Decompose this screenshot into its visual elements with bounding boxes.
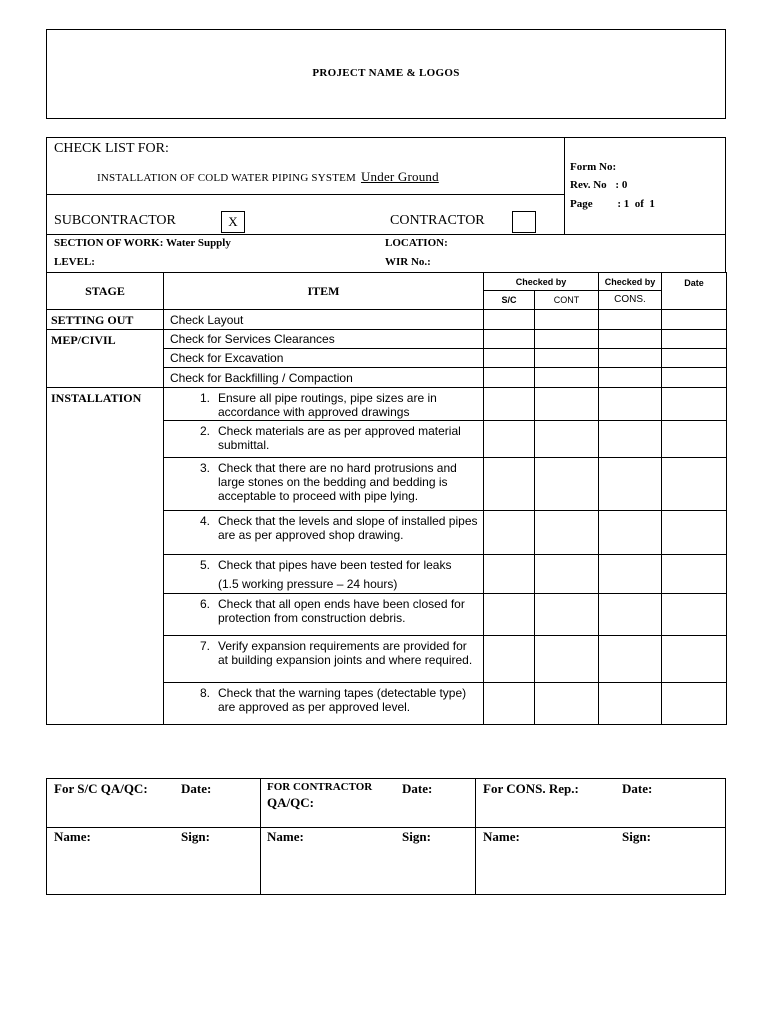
subcontractor-label: SUBCONTRACTOR <box>54 213 176 228</box>
location-label: LOCATION: <box>385 237 448 249</box>
sc-qaqc-label: For S/C QA/QC: <box>54 781 148 796</box>
item-text: Check for Services Clearances <box>164 330 484 349</box>
item-header: ITEM <box>164 273 484 310</box>
item-cell: 8. Check that the warning tapes (detectable type) are approved as per approved level. <box>164 683 484 725</box>
checklist-subject: INSTALLATION OF COLD WATER PIPING SYSTEM Under Ground <box>97 169 439 184</box>
item-cell: 1. Ensure all pipe routings, pipe sizes are in accordance with approved drawings <box>164 388 484 421</box>
item-cell: 3. Check that there are no hard protrusions and large stones on the bedding and bedding is acceptable to proceed with pipe lying. <box>164 458 484 511</box>
check-cell[interactable] <box>599 683 662 725</box>
item-text: Check for Excavation <box>164 349 484 368</box>
check-cell[interactable] <box>535 310 599 330</box>
check-cell[interactable] <box>599 310 662 330</box>
stage-installation: INSTALLATION <box>47 388 164 725</box>
cons-header: CONS. <box>599 291 662 310</box>
contractor-qaqc-line1: FOR CONTRACTOR <box>267 781 373 793</box>
check-cell[interactable] <box>484 594 535 636</box>
sc-name-label: Name: <box>54 829 91 844</box>
check-cell[interactable] <box>599 421 662 458</box>
check-cell[interactable] <box>484 636 535 683</box>
signature-divider-1 <box>260 779 261 894</box>
contractor-sign-label: Sign: <box>402 829 431 844</box>
contractor-label: CONTRACTOR <box>390 213 485 228</box>
date-header: Date <box>662 273 727 310</box>
check-cell[interactable] <box>599 555 662 594</box>
date-cell[interactable] <box>662 636 727 683</box>
section-of-work: SECTION OF WORK: Water Supply <box>54 237 231 249</box>
check-cell[interactable] <box>535 594 599 636</box>
stage-mep-civil: MEP/CIVIL <box>47 330 164 388</box>
contractor-date-label: Date: <box>402 781 433 796</box>
item-text: Check for Backfilling / Compaction <box>164 368 484 388</box>
date-cell[interactable] <box>662 310 727 330</box>
date-cell[interactable] <box>662 594 727 636</box>
item-cell: 5. Check that pipes have been tested for leaks (1.5 working pressure – 24 hours) <box>164 555 484 594</box>
check-cell[interactable] <box>599 594 662 636</box>
item-cell: 4. Check that the levels and slope of installed pipes are as per approved shop drawing. <box>164 511 484 555</box>
signature-box <box>46 778 726 895</box>
project-name-title: PROJECT NAME & LOGOS <box>312 67 460 79</box>
check-cell[interactable] <box>484 388 535 421</box>
date-cell[interactable] <box>662 683 727 725</box>
check-cell[interactable] <box>599 330 662 349</box>
checklist-header-box <box>46 137 726 273</box>
date-cell[interactable] <box>662 555 727 594</box>
stage-header: STAGE <box>47 273 164 310</box>
table-row <box>47 310 727 330</box>
check-cell[interactable] <box>535 330 599 349</box>
check-cell[interactable] <box>535 349 599 368</box>
date-cell[interactable] <box>662 330 727 349</box>
cont-header: CONT <box>535 291 599 310</box>
check-cell[interactable] <box>535 458 599 511</box>
check-cell[interactable] <box>484 683 535 725</box>
item-cell: 7. Verify expansion requirements are provided for at building expansion joints and where required. <box>164 636 484 683</box>
date-cell[interactable] <box>662 388 727 421</box>
checked-by-header: Checked by <box>484 273 599 291</box>
date-cell[interactable] <box>662 458 727 511</box>
checklist-title: CHECK LIST FOR: <box>54 141 169 156</box>
sc-sign-label: Sign: <box>181 829 210 844</box>
signature-divider-2 <box>475 779 476 894</box>
party-divider <box>47 234 725 235</box>
check-cell[interactable] <box>484 310 535 330</box>
cons-sign-label: Sign: <box>622 829 651 844</box>
table-row <box>47 388 727 421</box>
check-cell[interactable] <box>484 330 535 349</box>
date-cell[interactable] <box>662 368 727 388</box>
check-cell[interactable] <box>535 421 599 458</box>
rev-no-row: Rev. No : 0 <box>570 179 628 191</box>
wir-label: WIR No.: <box>385 256 431 268</box>
form-no-label: Form No: <box>570 161 617 173</box>
checked-by-cons-header: Checked by <box>599 273 662 291</box>
cons-name-label: Name: <box>483 829 520 844</box>
project-header-box <box>46 29 726 119</box>
checklist-table <box>46 272 727 725</box>
subject-suffix: Under Ground <box>360 169 439 184</box>
sc-header: S/C <box>484 291 535 310</box>
check-cell[interactable] <box>599 388 662 421</box>
cons-date-label: Date: <box>622 781 653 796</box>
table-row <box>47 330 727 349</box>
form-info-divider <box>564 138 565 234</box>
check-cell[interactable] <box>484 349 535 368</box>
date-cell[interactable] <box>662 349 727 368</box>
stage-setting-out: SETTING OUT <box>47 310 164 330</box>
check-cell[interactable] <box>484 421 535 458</box>
sc-date-label: Date: <box>181 781 212 796</box>
item-cell: 6. Check that all open ends have been closed for protection from construction debris. <box>164 594 484 636</box>
subject-divider <box>47 194 564 195</box>
check-cell[interactable] <box>599 636 662 683</box>
check-cell[interactable] <box>484 368 535 388</box>
check-cell[interactable] <box>599 349 662 368</box>
subcontractor-checkbox[interactable]: X <box>221 211 245 233</box>
check-cell[interactable] <box>599 458 662 511</box>
item-cell: 2. Check materials are as per approved material submittal. <box>164 421 484 458</box>
check-cell[interactable] <box>484 555 535 594</box>
check-cell[interactable] <box>535 388 599 421</box>
contractor-qaqc-line2: QA/QC: <box>267 795 314 810</box>
check-cell[interactable] <box>535 555 599 594</box>
contractor-name-label: Name: <box>267 829 304 844</box>
check-cell[interactable] <box>535 368 599 388</box>
signature-row-divider <box>47 827 725 828</box>
cons-rep-label: For CONS. Rep.: <box>483 781 579 796</box>
check-cell[interactable] <box>484 458 535 511</box>
check-cell[interactable] <box>535 683 599 725</box>
date-cell[interactable] <box>662 421 727 458</box>
item-text: Check Layout <box>164 310 484 330</box>
check-cell[interactable] <box>535 636 599 683</box>
page-row: Page : 1 of 1 <box>570 198 655 210</box>
check-cell[interactable] <box>599 368 662 388</box>
contractor-checkbox[interactable] <box>512 211 536 233</box>
check-cell[interactable] <box>599 511 662 555</box>
check-cell[interactable] <box>484 511 535 555</box>
date-cell[interactable] <box>662 511 727 555</box>
level-label: LEVEL: <box>54 256 95 268</box>
check-cell[interactable] <box>535 511 599 555</box>
